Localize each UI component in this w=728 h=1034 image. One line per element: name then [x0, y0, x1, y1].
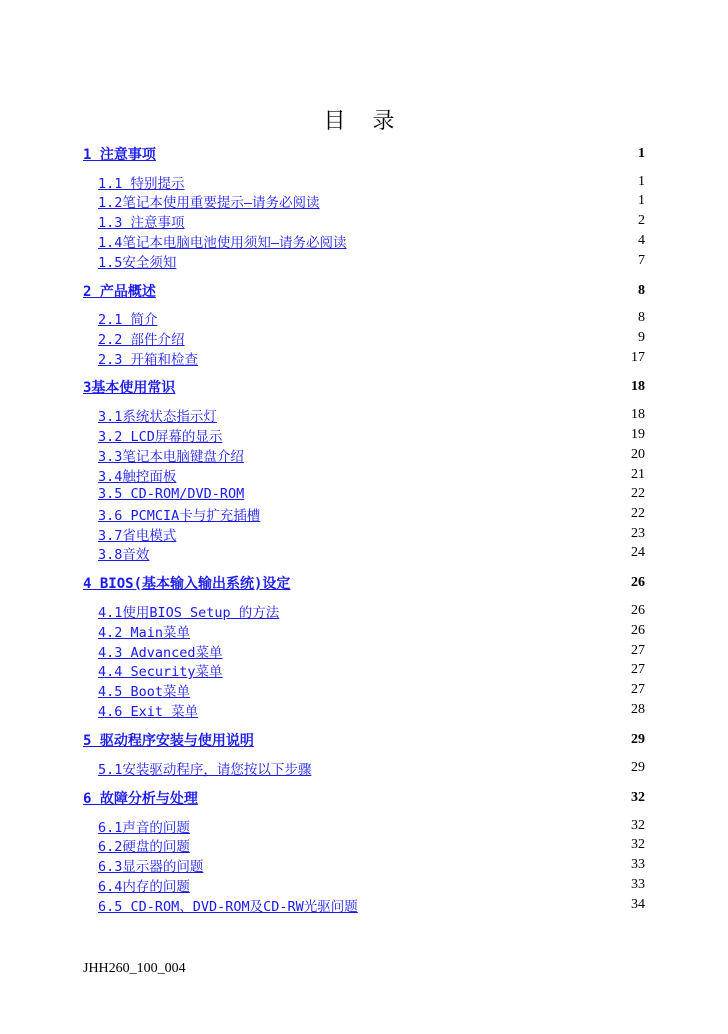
toc-subsection-entry — [83, 191, 645, 211]
toc-subsection-entry — [83, 700, 645, 720]
toc-subsection-entry — [83, 465, 645, 485]
toc-page-number: 20 — [631, 447, 645, 462]
toc-subsection-entry — [83, 425, 645, 445]
toc-page-number: 27 — [631, 682, 645, 697]
toc-subsection-link[interactable]: 2.3 开箱和检查 — [98, 352, 199, 368]
toc-section-link[interactable]: 5 驱动程序安装与使用说明 — [83, 733, 254, 749]
toc-page-number: 26 — [631, 623, 645, 638]
toc-subsection-link[interactable]: 4.5 Boot菜单 — [98, 684, 191, 700]
toc-section-link[interactable]: 6 故障分析与处理 — [83, 791, 198, 807]
toc-section-entry — [83, 730, 645, 750]
toc-page-number: 23 — [631, 526, 645, 541]
toc-page-number: 33 — [631, 877, 645, 892]
toc-section-entry — [83, 573, 645, 593]
toc-page-number: 33 — [631, 857, 645, 872]
toc-page-number: 4 — [638, 233, 645, 248]
page-title: 目 录 — [323, 109, 405, 134]
toc-subsection-entry — [83, 601, 645, 621]
toc-subsection-link[interactable]: 1.4笔记本电脑电池使用须知—请务必阅读 — [98, 235, 347, 251]
toc-subsection-link[interactable]: 4.3 Advanced菜单 — [98, 645, 223, 661]
toc-subsection-entry — [83, 895, 645, 915]
toc-page-number: 2 — [638, 213, 645, 228]
toc-subsection-link[interactable]: 2.1 简介 — [98, 312, 158, 328]
toc-page-number: 22 — [631, 506, 645, 521]
toc-subsection-link[interactable]: 5.1安装驱动程序，请您按以下步骤 — [98, 762, 312, 778]
toc-subsection-link[interactable]: 1.3 注意事项 — [98, 215, 185, 231]
toc-subsection-entry — [83, 211, 645, 231]
toc-page-number: 8 — [638, 310, 645, 325]
toc-page-number: 27 — [631, 643, 645, 658]
toc-page-number: 8 — [638, 283, 645, 298]
toc-page-number: 1 — [638, 146, 645, 161]
toc-subsection-link[interactable]: 4.2 Main菜单 — [98, 625, 191, 641]
toc-page-number: 26 — [631, 603, 645, 618]
toc-subsection-link[interactable]: 3.2 LCD屏幕的显示 — [98, 429, 223, 445]
toc-subsection-link[interactable]: 1.2笔记本使用重要提示—请务必阅读 — [98, 195, 320, 211]
toc-subsection-entry — [83, 835, 645, 855]
toc-subsection-link[interactable]: 6.2硬盘的问题 — [98, 839, 190, 855]
toc-subsection-entry — [83, 660, 645, 680]
toc-subsection-link[interactable]: 1.5安全须知 — [98, 255, 177, 271]
toc-subsection-entry — [83, 875, 645, 895]
toc-subsection-link[interactable]: 3.6 PCMCIA卡与扩充插槽 — [98, 508, 261, 524]
toc-subsection-entry — [83, 348, 645, 368]
toc-subsection-entry — [83, 758, 645, 778]
toc-subsection-entry — [83, 308, 645, 328]
toc-subsection-entry — [83, 621, 645, 641]
toc-page-number: 9 — [638, 330, 645, 345]
toc-page-number: 32 — [631, 837, 645, 852]
toc-subsection-entry — [83, 504, 645, 524]
toc-section-link[interactable]: 1 注意事项 — [83, 147, 156, 163]
toc-subsection-link[interactable]: 3.3笔记本电脑键盘介绍 — [98, 449, 244, 465]
toc-subsection-entry — [83, 855, 645, 875]
toc-section-link[interactable]: 3基本使用常识 — [83, 380, 176, 396]
toc-subsection-link[interactable]: 4.4 Security菜单 — [98, 664, 223, 680]
toc-page-number: 26 — [631, 575, 645, 590]
toc-page-number: 29 — [631, 732, 645, 747]
toc-page-number: 17 — [631, 350, 645, 365]
toc-section-entry — [83, 281, 645, 301]
toc-section-entry — [83, 788, 645, 808]
toc-subsection-entry — [83, 816, 645, 836]
toc-subsection-entry — [83, 445, 645, 465]
toc-section-link[interactable]: 4 BIOS(基本输入输出系统)设定 — [83, 576, 291, 592]
toc-subsection-link[interactable]: 6.5 CD-ROM、DVD-ROM及CD-RW光驱问题 — [98, 899, 358, 915]
toc-page-number: 18 — [631, 407, 645, 422]
toc-subsection-entry — [83, 405, 645, 425]
toc-subsection-entry — [83, 484, 645, 504]
toc-subsection-link[interactable]: 1.1 特别提示 — [98, 176, 185, 192]
toc-subsection-link[interactable]: 4.1使用BIOS Setup 的方法 — [98, 605, 280, 621]
toc-subsection-link[interactable]: 6.4内存的问题 — [98, 879, 190, 895]
toc-page-number: 24 — [631, 545, 645, 560]
toc-section-link[interactable]: 2 产品概述 — [83, 284, 156, 300]
toc-section-entry — [83, 144, 645, 164]
toc-page-number: 22 — [631, 486, 645, 501]
document-code: JHH260_100_004 — [83, 961, 186, 976]
toc-subsection-link[interactable]: 3.7省电模式 — [98, 528, 177, 544]
toc-page-number: 34 — [631, 897, 645, 912]
toc-section-entry — [83, 377, 645, 397]
toc-subsection-link[interactable]: 2.2 部件介绍 — [98, 332, 185, 348]
toc-subsection-entry — [83, 172, 645, 192]
toc-page-number: 18 — [631, 379, 645, 394]
toc-page-number: 7 — [638, 253, 645, 268]
toc-subsection-link[interactable]: 6.3显示器的问题 — [98, 859, 204, 875]
toc-page-number: 1 — [638, 193, 645, 208]
toc-subsection-entry — [83, 543, 645, 563]
toc-subsection-entry — [83, 641, 645, 661]
toc-page-number: 32 — [631, 790, 645, 805]
toc-subsection-link[interactable]: 6.1声音的问题 — [98, 820, 190, 836]
toc-subsection-link[interactable]: 3.4触控面板 — [98, 469, 177, 485]
toc-subsection-entry — [83, 231, 645, 251]
toc-page-number: 28 — [631, 702, 645, 717]
toc-page-number: 32 — [631, 818, 645, 833]
toc-subsection-link[interactable]: 3.1系统状态指示灯 — [98, 409, 217, 425]
toc-subsection-entry — [83, 328, 645, 348]
toc-subsection-link[interactable]: 4.6 Exit 菜单 — [98, 704, 199, 720]
toc-page-number: 29 — [631, 760, 645, 775]
toc-subsection-link[interactable]: 3.8音效 — [98, 547, 150, 563]
toc-subsection-entry — [83, 680, 645, 700]
toc-subsection-link[interactable]: 3.5 CD-ROM/DVD-ROM — [98, 486, 245, 502]
toc-subsection-entry — [83, 524, 645, 544]
toc-subsection-entry — [83, 251, 645, 271]
toc-page-number: 1 — [638, 174, 645, 189]
toc-page-number: 19 — [631, 427, 645, 442]
toc-page-number: 27 — [631, 662, 645, 677]
toc-page-number: 21 — [631, 467, 645, 482]
